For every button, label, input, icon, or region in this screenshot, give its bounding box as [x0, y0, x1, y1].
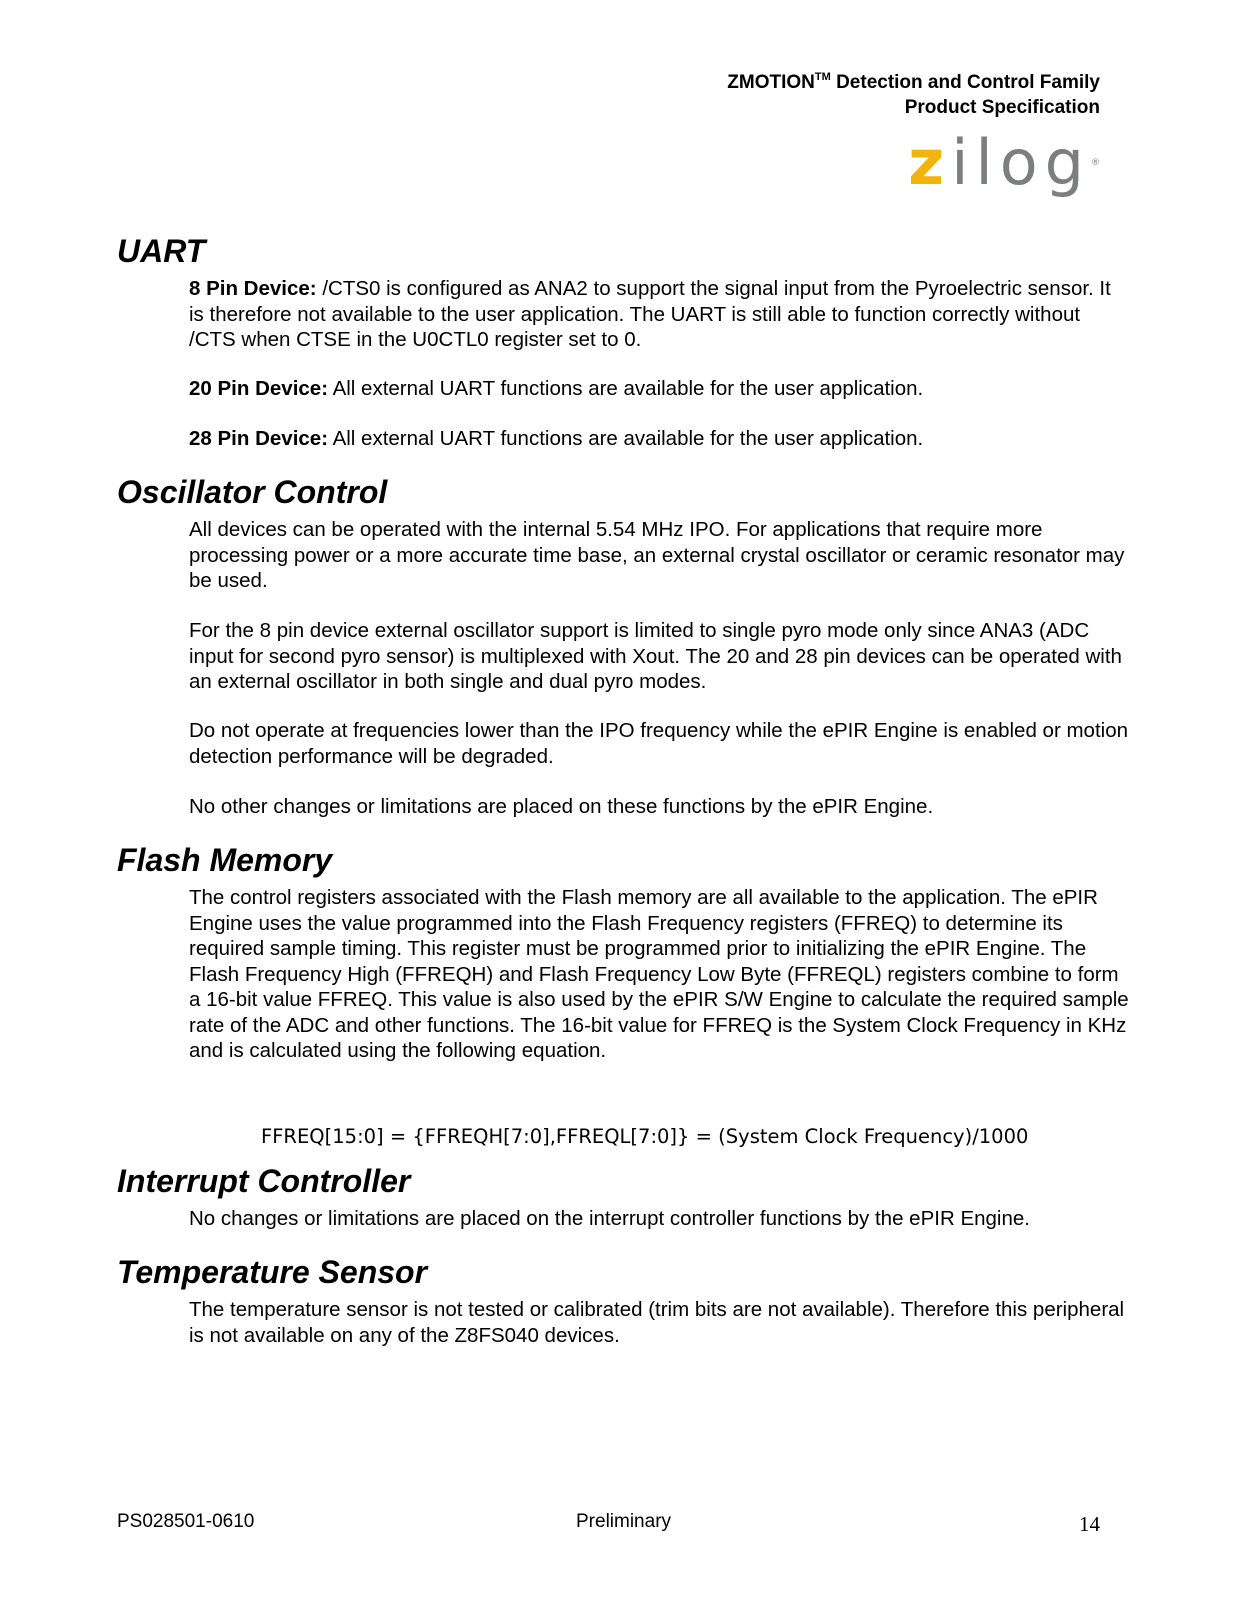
section-title-uart: UART	[117, 233, 206, 269]
logo-text: ilog	[951, 126, 1091, 199]
temperature-paragraph-1: The temperature sensor is not tested or calibrated (trim bits are not available). Therefore this peripheral is not available on any of the Z8FS040 devices.	[189, 1298, 1125, 1347]
uart-8pin-label: 8 Pin Device:	[189, 277, 317, 300]
header-title-rest: Detection and Control Family	[830, 72, 1100, 93]
oscillator-paragraph-3: Do not operate at frequencies lower than the IPO frequency while the ePIR Engine is enabled or motion detection performance will be degraded.	[189, 719, 1129, 768]
registered-mark: ®	[1091, 158, 1100, 168]
uart-8pin-text: /CTS0 is configured as ANA2 to support the signal input from the Pyroelectric sensor. It is therefore not available to the user application. The UART is still able to function correctly without /CTS when CTSE in the U0CTL0 register set to 0.	[189, 277, 1111, 351]
logo-z: z	[908, 126, 952, 199]
ffreq-equation: FFREQ[15:0] = {FFREQH[7:0],FFREQL[7:0]} = (System Clock Frequency)/1000	[261, 1125, 1029, 1148]
uart-paragraph-8pin	[189, 276, 1129, 353]
trademark-mark: TM	[814, 71, 831, 83]
uart-paragraph-28pin	[189, 426, 1129, 452]
section-title-temperature: Temperature Sensor	[117, 1254, 428, 1290]
header-brand: ZMOTION	[727, 72, 815, 93]
uart-20pin-label: 20 Pin Device:	[189, 377, 329, 400]
uart-20pin-text: All external UART functions are available for the user application.	[328, 377, 924, 400]
header-title	[727, 70, 1100, 95]
section-title-interrupt: Interrupt Controller	[117, 1163, 411, 1199]
footer-status: Preliminary	[576, 1511, 672, 1532]
uart-28pin-label: 28 Pin Device:	[189, 427, 329, 450]
section-title-flash: Flash Memory	[117, 842, 333, 878]
page-header	[727, 70, 1100, 120]
footer-doc-id: PS028501-0610	[117, 1511, 255, 1532]
flash-paragraph-1: The control registers associated with the Flash memory are all available to the application. The ePIR Engine uses the value programmed into the Flash Frequency registers (FFREQ) to determine its required sample timing. This register must be programmed prior to initializing the ePIR Engine. The Flash Frequency High (FFREQH) and Flash Frequency Low Byte (FFREQL) registers combine to form a 16-bit value FFREQ. This value is also used by the ePIR S/W Engine to calculate the required sample rate of the ADC and other functions. The 16-bit value for FFREQ is the System Clock Frequency in KHz and is calculated using the following equation.	[189, 886, 1129, 1062]
header-subtitle: Product Specification	[904, 97, 1100, 118]
uart-paragraph-20pin	[189, 376, 1129, 402]
interrupt-paragraph-1: No changes or limitations are placed on the interrupt controller functions by the ePIR Engine.	[189, 1207, 1030, 1230]
footer-page-number: 14	[1079, 1512, 1100, 1536]
oscillator-paragraph-4: No other changes or limitations are placed on these functions by the ePIR Engine.	[189, 795, 934, 818]
zilog-logo	[908, 128, 1100, 198]
oscillator-paragraph-1: All devices can be operated with the internal 5.54 MHz IPO. For applications that require more processing power or a more accurate time base, an external crystal oscillator or ceramic resonator may be used.	[189, 518, 1125, 592]
oscillator-paragraph-2: For the 8 pin device external oscillator support is limited to single pyro mode only since ANA3 (ADC input for second pyro sensor) is multiplexed with Xout. The 20 and 28 pin devices can be operated with an external oscillator in both single and dual pyro modes.	[189, 619, 1122, 693]
section-title-oscillator: Oscillator Control	[117, 474, 388, 510]
uart-28pin-text: All external UART functions are available for the user application.	[328, 427, 924, 450]
